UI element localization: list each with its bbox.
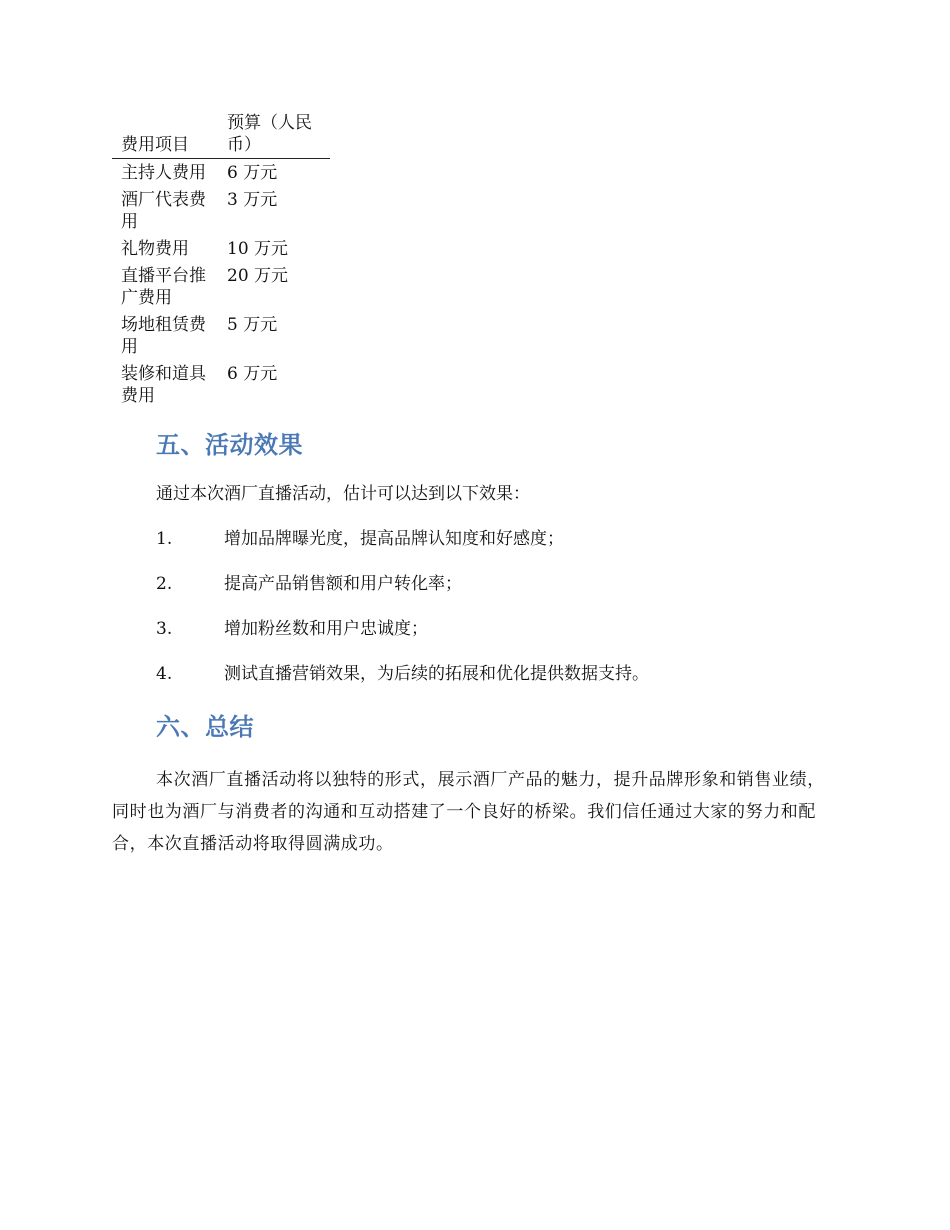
- table-row: [112, 185, 330, 234]
- column-header-budget: 预算（人民币）: [227, 113, 312, 155]
- table-header-row: [112, 112, 330, 159]
- table-cell-budget: 6 万元: [227, 364, 278, 384]
- table-cell-budget: 6 万元: [227, 163, 278, 183]
- table-row: [112, 310, 330, 359]
- list-text: 测试直播营销效果，为后续的拓展和优化提供数据支持。: [224, 664, 649, 684]
- list-number: 2.: [156, 574, 173, 594]
- table-cell-budget: 5 万元: [227, 315, 278, 335]
- list-text: 提高产品销售额和用户转化率；: [224, 574, 462, 594]
- table-cell-item: 场地租赁费用: [121, 315, 206, 357]
- list-number: 3.: [156, 619, 173, 639]
- section-heading-summary: 六、总结: [156, 713, 254, 741]
- table-cell-budget: 3 万元: [227, 190, 278, 210]
- table-cell-budget: 10 万元: [227, 239, 289, 259]
- list-number: 4.: [156, 664, 173, 684]
- table-row: [112, 159, 330, 186]
- table-row: [112, 261, 330, 310]
- summary-paragraph: 本次酒厂直播活动将以独特的形式，展示酒厂产品的魅力，提升品牌形象和销售业绩，同时也为酒厂与消费者的沟通和互动搭建了一个良好的桥梁。我们信任通过大家的努力和配合，本次直播活动将取得圆满成功。: [112, 770, 825, 854]
- list-number: 1.: [156, 529, 173, 549]
- table-row: [112, 234, 330, 261]
- table-cell-budget: 20 万元: [227, 266, 289, 286]
- table-cell-item: 礼物费用: [121, 239, 189, 259]
- table-cell-item: 酒厂代表费用: [121, 190, 206, 232]
- list-text: 增加品牌曝光度，提高品牌认知度和好感度；: [224, 529, 564, 549]
- column-header-item: 费用项目: [121, 135, 189, 155]
- effects-intro: 通过本次酒厂直播活动，估计可以达到以下效果：: [156, 484, 530, 504]
- budget-table: [112, 112, 330, 408]
- section-heading-effects: 五、活动效果: [156, 431, 303, 459]
- table-cell-item: 主持人费用: [121, 163, 206, 183]
- table-cell-item: 直播平台推广费用: [121, 266, 206, 308]
- table-cell-item: 装修和道具费用: [121, 364, 206, 406]
- list-text: 增加粉丝数和用户忠诚度；: [224, 619, 428, 639]
- table-row: [112, 359, 330, 408]
